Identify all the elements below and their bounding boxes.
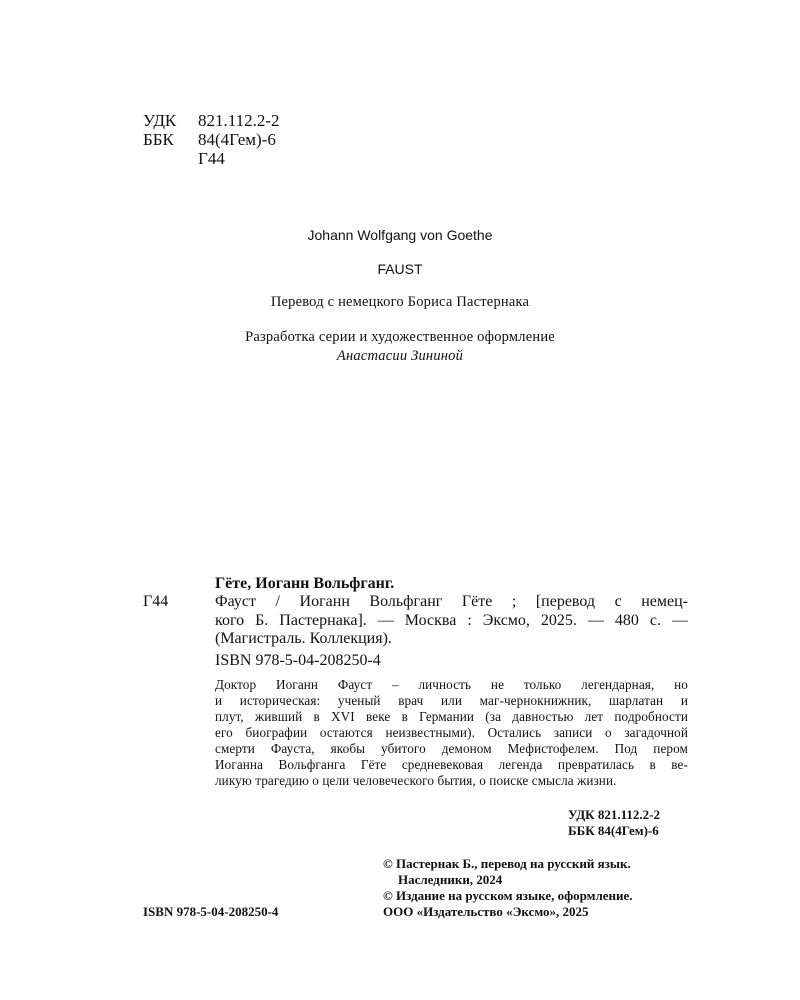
udk-right: УДК 821.112.2-2	[568, 807, 660, 822]
catalog-isbn: ISBN 978-5-04-208250-4	[215, 652, 381, 669]
annotation-line: и историческая: ученый врач или маг-чернокнижник, шарлатан и	[215, 693, 688, 708]
catalog-line: кого Б. Пастернака]. — Москва : Эксмо, 2025. — 480 с. —	[215, 612, 688, 629]
bbk-label: ББК	[143, 130, 174, 149]
catalog-mark: Г44	[143, 593, 169, 610]
catalog-heading: Гёте, Иоганн Вольфганг.	[215, 575, 395, 592]
bbk-value: 84(4Гем)-6	[198, 130, 276, 149]
annotation-last-line: ликую трагедию о цели человеческого бытия, о поиске смысла жизни.	[215, 773, 617, 788]
copyright-translation: © Пастернак Б., перевод на русский язык.	[383, 856, 631, 871]
footer-isbn: ISBN 978-5-04-208250-4	[143, 904, 279, 919]
udk-label: УДК	[143, 111, 177, 130]
catalog-line: (Магистраль. Коллекция).	[215, 630, 392, 647]
original-title: FAUST	[377, 261, 423, 277]
udk-value: 821.112.2-2	[198, 111, 280, 130]
copyright-edition: © Издание на русском языке, оформление.	[383, 888, 633, 903]
author-mark: Г44	[198, 149, 225, 168]
bbk-right: ББК 84(4Гем)-6	[568, 823, 659, 838]
catalog-line: Фауст / Иоганн Вольфганг Гёте ; [перевод с немец-	[215, 593, 688, 610]
translation-credit: Перевод с немецкого Бориса Пастернака	[270, 294, 530, 310]
annotation-line: плут, живший в XVI веке в Германии (за давностью лет подробности	[215, 709, 688, 724]
original-author: Johann Wolfgang von Goethe	[307, 227, 493, 243]
annotation-line: его биографии остаются неизвестными). Остались записи о загадочной	[215, 725, 688, 740]
annotation-line: Иоганна Вольфганга Гёте средневековая легенда превратилась в ве-	[215, 757, 688, 772]
design-credit: Разработка серии и художественное оформление	[245, 329, 555, 345]
annotation-line: смерти Фауста, якобы убитого демоном Мефистофелем. Под пером	[215, 741, 688, 756]
copyright-publisher: ООО «Издательство «Эксмо», 2025	[383, 904, 589, 919]
annotation-line: Доктор Иоганн Фауст – личность не только легендарная, но	[215, 677, 688, 692]
copyright-heirs: Наследники, 2024	[398, 872, 503, 887]
designer-name: Анастасии Зининой	[336, 348, 464, 364]
